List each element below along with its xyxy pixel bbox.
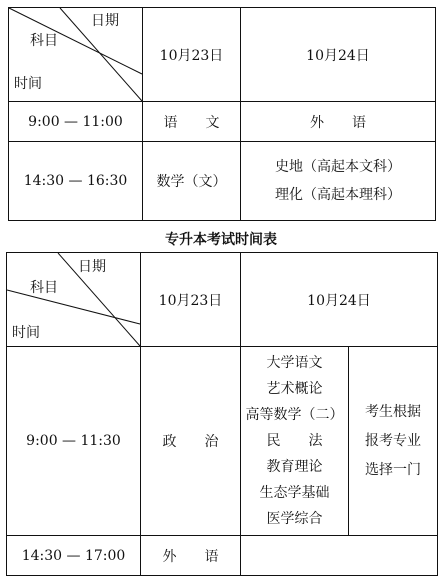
table2-row2-day1: 外 语	[162, 548, 219, 565]
subject-item: 高等数学（二）	[245, 407, 344, 423]
table2-row1-day2-subjects	[241, 347, 348, 535]
note-line: 考生根据	[365, 403, 421, 420]
subject-item: 大学语文	[266, 355, 323, 371]
table1-row1-time: 9:00 — 11:00	[28, 113, 123, 130]
table1-date1-header: 10月23日	[159, 47, 224, 64]
table1-diag-subject-label: 科目	[30, 33, 58, 49]
table2-row1-day1: 政 治	[162, 434, 219, 450]
table2-date1-header: 10月23日	[158, 292, 223, 309]
table2-row2-day2	[241, 536, 437, 575]
table1-row2-day2-line: 理化（高起本理科）	[275, 187, 401, 203]
table2-title: 专升本考试时间表	[165, 232, 277, 248]
table1-row2-day2-line: 史地（高起本文科）	[275, 159, 401, 175]
table1-row2-time: 14:30 — 16:30	[23, 173, 128, 189]
subject-item: 教育理论	[266, 459, 323, 475]
table2-diag-subject-label: 科目	[30, 280, 58, 296]
table1-row2-day1: 数学（文）	[156, 174, 227, 190]
table1-date2-header: 10月24日	[306, 47, 370, 64]
table1-row1-day1: 语 文	[163, 114, 220, 131]
note-line: 报考专业	[365, 432, 421, 449]
table1-row1-day2: 外 语	[310, 114, 366, 131]
note-line: 选择一门	[365, 461, 421, 478]
table2-row1-time: 9:00 — 11:30	[26, 433, 121, 449]
subject-item: 医学综合	[266, 511, 323, 527]
table1-diag-date-label: 日期	[91, 13, 119, 29]
table2-row1-day2-note	[349, 347, 437, 535]
table2-row2-time: 14:30 — 17:00	[21, 547, 126, 564]
subject-item: 民 法	[266, 433, 323, 449]
table2-diag-date-label: 日期	[78, 259, 106, 275]
table1-diag-time-label: 时间	[14, 76, 42, 92]
table2-date2-header: 10月24日	[307, 292, 371, 309]
subject-item: 生态学基础	[259, 485, 330, 501]
table2-diag-time-label: 时间	[12, 325, 40, 341]
subject-item: 艺术概论	[266, 381, 323, 397]
